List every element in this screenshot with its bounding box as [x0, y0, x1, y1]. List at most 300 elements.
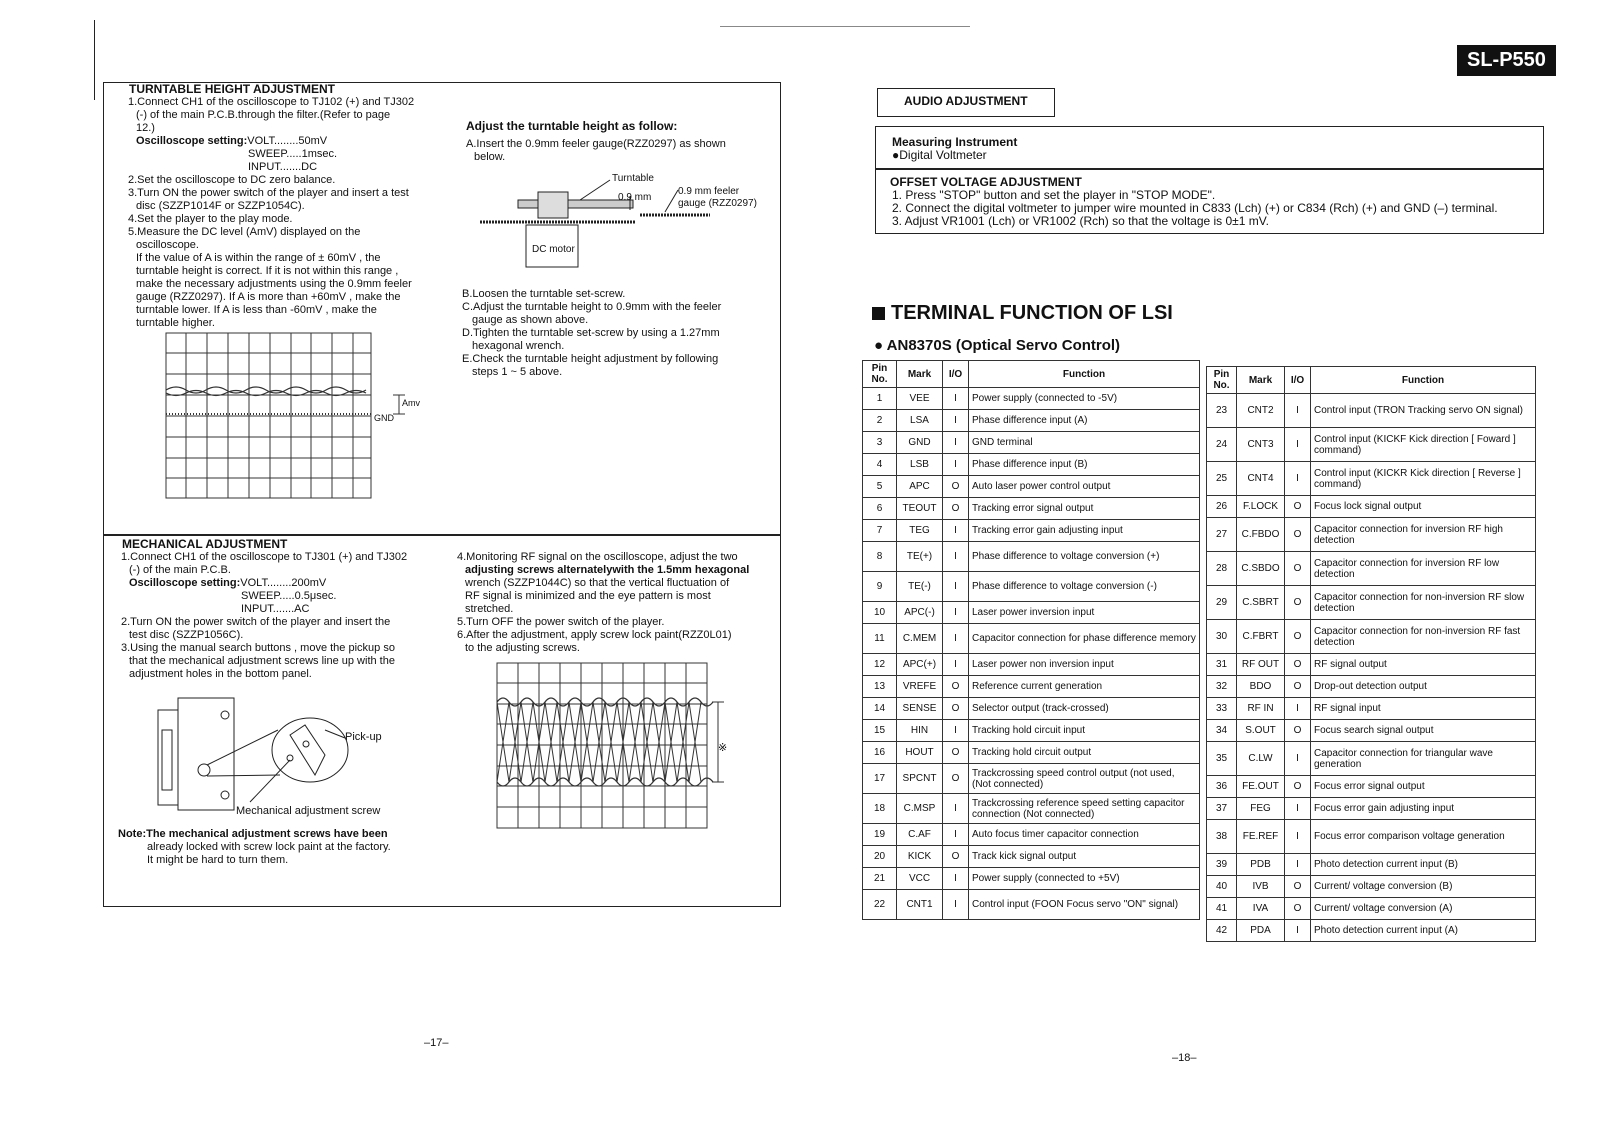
pin-cell: 23	[1207, 394, 1237, 428]
mark-cell: RF OUT	[1237, 654, 1285, 676]
function-cell: RF signal output	[1311, 654, 1536, 676]
table-row	[863, 542, 1200, 572]
tt-stepC2: gauge as shown above.	[472, 314, 589, 326]
tt-osc-volt: VOLT........50mV	[247, 135, 328, 147]
tt-step5f: gauge (RZZ0297). If A is more than +60mV , make the	[136, 291, 401, 303]
io-cell: O	[1285, 586, 1311, 620]
pin-cell: 32	[1207, 676, 1237, 698]
pin-cell: 17	[863, 764, 897, 794]
mark-cell: VREFE	[897, 676, 943, 698]
function-cell: Auto focus timer capacitor connection	[969, 824, 1200, 846]
mark-cell: TEOUT	[897, 498, 943, 520]
pin-cell: 2	[863, 410, 897, 432]
pin-cell: 38	[1207, 820, 1237, 854]
io-cell: I	[943, 410, 969, 432]
table-row	[1207, 654, 1536, 676]
io-cell: I	[1285, 428, 1311, 462]
pin-cell: 28	[1207, 552, 1237, 586]
mark-cell: CNT3	[1237, 428, 1285, 462]
mark-cell: SPCNT	[897, 764, 943, 794]
io-cell: O	[1285, 654, 1311, 676]
pin-cell: 7	[863, 520, 897, 542]
lsi-subtitle: ● AN8370S (Optical Servo Control)	[874, 337, 1121, 354]
io-cell: O	[1285, 496, 1311, 518]
header-mark: Mark	[897, 361, 943, 388]
tt-step1b: (-) of the main P.C.B.through the filter.(Refer to page	[136, 109, 391, 121]
follow-title: Adjust the turntable height as follow:	[466, 119, 678, 133]
function-cell: Tracking error gain adjusting input	[969, 520, 1200, 542]
function-cell: Current/ voltage conversion (A)	[1311, 898, 1536, 920]
diag-gauge-label-2: gauge (RZZ0297)	[678, 198, 757, 209]
io-cell: I	[1285, 394, 1311, 428]
instrument-title: Measuring Instrument	[892, 135, 1018, 149]
table-row	[863, 676, 1200, 698]
table-row	[1207, 676, 1536, 698]
mark-cell: SENSE	[897, 698, 943, 720]
pin-cell: 6	[863, 498, 897, 520]
table-row	[1207, 428, 1536, 462]
io-cell: I	[1285, 462, 1311, 496]
mechanical-steps	[121, 551, 441, 681]
function-cell: Reference current generation	[969, 676, 1200, 698]
table-row	[863, 498, 1200, 520]
pin-cell: 10	[863, 602, 897, 624]
function-cell: Capacitor connection for inversion RF high detection	[1311, 518, 1536, 552]
tt-step3: 3.Turn ON the power switch of the player and insert a test	[128, 187, 409, 199]
io-cell: I	[943, 542, 969, 572]
tt-osc-input: INPUT.......DC	[248, 161, 318, 173]
io-cell: I	[1285, 854, 1311, 876]
offset-step2: 2. Connect the digital voltmeter to jumper wire mounted in C833 (Lch) (+) or C834 (Rch) (+) and GND (–) terminal.	[892, 201, 1498, 215]
mark-cell: LSA	[897, 410, 943, 432]
tt-step3b: disc (SZZP1014F or SZZP1054C).	[136, 200, 305, 212]
table-row	[1207, 742, 1536, 776]
table-row	[863, 654, 1200, 676]
io-cell: O	[943, 676, 969, 698]
io-cell: O	[943, 698, 969, 720]
table-row	[863, 624, 1200, 654]
mark-cell: VCC	[897, 868, 943, 890]
instrument-item: ●Digital Voltmeter	[892, 148, 987, 162]
mark-cell: GND	[897, 432, 943, 454]
io-cell: O	[943, 764, 969, 794]
function-cell: Track kick signal output	[969, 846, 1200, 868]
pin-cell: 26	[1207, 496, 1237, 518]
function-cell: Laser power non inversion input	[969, 654, 1200, 676]
pin-cell: 15	[863, 720, 897, 742]
mark-cell: HIN	[897, 720, 943, 742]
pin-cell: 19	[863, 824, 897, 846]
function-cell: Focus error gain adjusting input	[1311, 798, 1536, 820]
header-mark: Mark	[1237, 367, 1285, 394]
io-cell: O	[1285, 676, 1311, 698]
diag-gauge-label-1: 0.9 mm feeler	[678, 186, 740, 197]
pin-cell: 4	[863, 454, 897, 476]
function-cell: Phase difference to voltage conversion (+)	[969, 542, 1200, 572]
function-cell: Photo detection current input (A)	[1311, 920, 1536, 942]
section-square-icon	[872, 307, 885, 320]
tt-step5e: make the necessary adjustments using the 0.9mm feeler	[136, 278, 412, 290]
diag-gap-label: 0.9 mm	[618, 192, 652, 203]
function-cell: Auto laser power control output	[969, 476, 1200, 498]
function-cell: Selector output (track-crossed)	[969, 698, 1200, 720]
pin-cell: 9	[863, 572, 897, 602]
mech-step4e: stretched.	[465, 603, 514, 615]
mech-step3: 3.Using the manual search buttons , move the pickup so	[121, 642, 395, 654]
io-cell: O	[943, 742, 969, 764]
pin-cell: 13	[863, 676, 897, 698]
pin-cell: 36	[1207, 776, 1237, 798]
mark-cell: CNT2	[1237, 394, 1285, 428]
model-badge: SL-P550	[1457, 45, 1556, 76]
pin-cell: 1	[863, 388, 897, 410]
io-cell: I	[1285, 820, 1311, 854]
io-cell: I	[943, 520, 969, 542]
mech-step4b: adjusting screws alternatelywith the 1.5mm hexagonal	[465, 564, 750, 576]
mech-step3c: adjustment holes in the bottom panel.	[129, 668, 312, 680]
mark-cell: APC	[897, 476, 943, 498]
mech-osc-label: Oscilloscope setting:	[129, 577, 241, 589]
page-number-left: –17–	[424, 1037, 449, 1049]
lsi-right-header-row	[1207, 367, 1536, 394]
page-number-right: –18–	[1172, 1052, 1197, 1064]
mark-cell: IVB	[1237, 876, 1285, 898]
mech-step6b: to the adjusting screws.	[465, 642, 580, 654]
lsi-table-right	[1206, 366, 1536, 942]
function-cell: Power supply (connected to -5V)	[969, 388, 1200, 410]
table-row	[1207, 820, 1536, 854]
mark-cell: VEE	[897, 388, 943, 410]
io-cell: O	[1285, 518, 1311, 552]
io-cell: O	[943, 476, 969, 498]
table-row	[863, 720, 1200, 742]
follow-steps-a	[466, 138, 776, 164]
mark-cell: HOUT	[897, 742, 943, 764]
function-cell: Trackcrossing reference speed setting capacitor connection (Not connected)	[969, 794, 1200, 824]
mark-cell: S.OUT	[1237, 720, 1285, 742]
mark-cell: C.LW	[1237, 742, 1285, 776]
header-io: I/O	[943, 361, 969, 388]
function-cell: Capacitor connection for non-inversion RF slow detection	[1311, 586, 1536, 620]
table-row	[1207, 776, 1536, 798]
table-row	[863, 698, 1200, 720]
tt-stepC: C.Adjust the turntable height to 0.9mm with the feeler	[462, 301, 722, 313]
mech-osc-input: INPUT.......AC	[241, 603, 310, 615]
io-cell: I	[943, 868, 969, 890]
tt-step1c: 12.)	[136, 122, 155, 134]
mark-cell: FEG	[1237, 798, 1285, 820]
io-cell: I	[1285, 742, 1311, 776]
io-cell: I	[943, 890, 969, 920]
pin-cell: 40	[1207, 876, 1237, 898]
mark-cell: RF IN	[1237, 698, 1285, 720]
mech-step1b: (-) of the main P.C.B.	[129, 564, 231, 576]
function-cell: Control input (KICKR Kick direction [ Reverse ] command)	[1311, 462, 1536, 496]
lsi-title	[872, 302, 1173, 324]
tt-step5h: turntable higher.	[136, 317, 215, 329]
eye-pattern-mark: ※	[718, 742, 728, 754]
mark-cell: APC(+)	[897, 654, 943, 676]
function-cell: Phase difference input (A)	[969, 410, 1200, 432]
io-cell: I	[1285, 698, 1311, 720]
pin-cell: 20	[863, 846, 897, 868]
note-line3: It might be hard to turn them.	[147, 854, 289, 866]
scope-gnd-label: GND	[374, 413, 394, 423]
offset-title: OFFSET VOLTAGE ADJUSTMENT	[890, 175, 1082, 189]
pin-cell: 12	[863, 654, 897, 676]
mark-cell: TEG	[897, 520, 943, 542]
function-cell: Capacitor connection for non-inversion RF fast detection	[1311, 620, 1536, 654]
table-row	[863, 602, 1200, 624]
pin-cell: 42	[1207, 920, 1237, 942]
tt-osc-sweep: SWEEP.....1msec.	[248, 148, 338, 160]
io-cell: O	[1285, 720, 1311, 742]
table-row	[863, 846, 1200, 868]
function-cell: Laser power inversion input	[969, 602, 1200, 624]
io-cell: I	[1285, 798, 1311, 820]
function-cell: Power supply (connected to +5V)	[969, 868, 1200, 890]
function-cell: Control input (FOON Focus servo "ON" signal)	[969, 890, 1200, 920]
table-row	[863, 890, 1200, 920]
function-cell: Control input (TRON Tracking servo ON signal)	[1311, 394, 1536, 428]
function-cell: Capacitor connection for triangular wave generation	[1311, 742, 1536, 776]
function-cell: Focus error signal output	[1311, 776, 1536, 798]
table-row	[1207, 854, 1536, 876]
follow-steps-b	[462, 288, 776, 379]
pin-cell: 31	[1207, 654, 1237, 676]
header-pin: Pin No.	[863, 361, 897, 388]
pin-cell: 35	[1207, 742, 1237, 776]
table-row	[1207, 698, 1536, 720]
mark-cell: C.MEM	[897, 624, 943, 654]
table-row	[1207, 720, 1536, 742]
io-cell: I	[943, 624, 969, 654]
mark-cell: LSB	[897, 454, 943, 476]
table-row	[863, 742, 1200, 764]
table-row	[1207, 898, 1536, 920]
tt-step1: 1.Connect CH1 of the oscilloscope to TJ102 (+) and TJ302	[128, 96, 415, 108]
table-row	[1207, 876, 1536, 898]
tt-stepD2: hexagonal wrench.	[472, 340, 565, 352]
table-row	[863, 388, 1200, 410]
mech-step4c: wrench (SZZP1044C) so that the vertical fluctuation of	[465, 577, 730, 589]
table-row	[1207, 552, 1536, 586]
function-cell: Drop-out detection output	[1311, 676, 1536, 698]
mark-cell: C.FBRT	[1237, 620, 1285, 654]
tt-osc-label: Oscilloscope setting:	[136, 135, 248, 147]
function-cell: Trackcrossing speed control output (not used, (Not connected)	[969, 764, 1200, 794]
function-cell: Tracking hold circuit input	[969, 720, 1200, 742]
function-cell: Capacitor connection for phase difference memory	[969, 624, 1200, 654]
lsi-title-text: TERMINAL FUNCTION OF LSI	[891, 302, 1173, 324]
pin-cell: 39	[1207, 854, 1237, 876]
mark-cell: TE(+)	[897, 542, 943, 572]
mech-step2b: test disc (SZZP1056C).	[129, 629, 244, 641]
pin-cell: 16	[863, 742, 897, 764]
io-cell: I	[1285, 920, 1311, 942]
mark-cell: PDB	[1237, 854, 1285, 876]
mech-step5: 5.Turn OFF the power switch of the player.	[457, 616, 665, 628]
function-cell: Phase difference input (B)	[969, 454, 1200, 476]
tt-stepD: D.Tighten the turntable set-screw by using a 1.27mm	[462, 327, 720, 339]
io-cell: I	[943, 794, 969, 824]
pin-cell: 5	[863, 476, 897, 498]
header-pin: Pin No.	[1207, 367, 1237, 394]
tt-step5b: oscilloscope.	[136, 239, 199, 251]
table-row	[1207, 586, 1536, 620]
table-row	[863, 432, 1200, 454]
mech-step3b: that the mechanical adjustment screws line up with the	[129, 655, 395, 667]
mark-cell: APC(-)	[897, 602, 943, 624]
tt-stepB: B.Loosen the turntable set-screw.	[462, 288, 626, 300]
table-row	[1207, 798, 1536, 820]
function-cell: Focus search signal output	[1311, 720, 1536, 742]
pin-cell: 21	[863, 868, 897, 890]
eye-pattern-oscilloscope	[496, 662, 736, 832]
mark-cell: F.LOCK	[1237, 496, 1285, 518]
tt-step5: 5.Measure the DC level (AmV) displayed on the	[128, 226, 361, 238]
mech-step2: 2.Turn ON the power switch of the player and insert the	[121, 616, 391, 628]
table-row	[1207, 394, 1536, 428]
pin-cell: 3	[863, 432, 897, 454]
table-row	[863, 476, 1200, 498]
table-row	[863, 410, 1200, 432]
tt-stepA2: below.	[474, 151, 506, 163]
mark-cell: TE(-)	[897, 572, 943, 602]
diag-motor-label: DC motor	[532, 244, 575, 255]
pin-cell: 11	[863, 624, 897, 654]
tt-step5g: turntable lower. If A is less than -60mV , make the	[136, 304, 377, 316]
table-row	[1207, 462, 1536, 496]
pickup-diagram	[150, 690, 390, 820]
mark-cell: FE.OUT	[1237, 776, 1285, 798]
io-cell: I	[943, 454, 969, 476]
mark-cell: BDO	[1237, 676, 1285, 698]
screw-label: Mechanical adjustment screw	[236, 805, 381, 817]
io-cell: O	[943, 846, 969, 868]
mark-cell: CNT1	[897, 890, 943, 920]
pin-cell: 30	[1207, 620, 1237, 654]
io-cell: O	[1285, 876, 1311, 898]
offset-step1: 1. Press "STOP" button and set the player in "STOP MODE".	[892, 188, 1216, 202]
mechanical-title: MECHANICAL ADJUSTMENT	[122, 537, 288, 551]
function-cell: Phase difference to voltage conversion (-)	[969, 572, 1200, 602]
io-cell: O	[1285, 898, 1311, 920]
io-cell: I	[943, 388, 969, 410]
table-row	[1207, 920, 1536, 942]
pin-cell: 41	[1207, 898, 1237, 920]
offset-step3: 3. Adjust VR1001 (Lch) or VR1002 (Rch) so that the voltage is 0±1 mV.	[892, 214, 1270, 228]
function-cell: Tracking error signal output	[969, 498, 1200, 520]
mark-cell: CNT4	[1237, 462, 1285, 496]
mech-step6: 6.After the adjustment, apply screw lock paint(RZZ0L01)	[457, 629, 732, 641]
mech-step4: 4.Monitoring RF signal on the oscilloscope, adjust the two	[457, 551, 738, 563]
table-row	[1207, 518, 1536, 552]
mech-step1: 1.Connect CH1 of the oscilloscope to TJ301 (+) and TJ302	[121, 551, 408, 563]
section-divider	[103, 534, 781, 536]
tt-stepE: E.Check the turntable height adjustment by following	[462, 353, 719, 365]
pin-cell: 25	[1207, 462, 1237, 496]
mark-cell: PDA	[1237, 920, 1285, 942]
table-row	[863, 572, 1200, 602]
scope-amv-label: Amv	[402, 398, 420, 408]
pin-cell: 24	[1207, 428, 1237, 462]
io-cell: O	[1285, 552, 1311, 586]
pin-cell: 8	[863, 542, 897, 572]
function-cell: Focus error comparison voltage generation	[1311, 820, 1536, 854]
table-row	[863, 520, 1200, 542]
function-cell: Current/ voltage conversion (B)	[1311, 876, 1536, 898]
function-cell: Photo detection current input (B)	[1311, 854, 1536, 876]
left-page-margin-line	[94, 20, 95, 100]
pickup-label: Pick-up	[345, 731, 382, 743]
mech-osc-sweep: SWEEP.....0.5μsec.	[241, 590, 337, 602]
mark-cell: C.AF	[897, 824, 943, 846]
pin-cell: 22	[863, 890, 897, 920]
table-row	[1207, 496, 1536, 518]
tt-stepE2: steps 1 ~ 5 above.	[472, 366, 563, 378]
turntable-steps	[128, 96, 440, 330]
pin-cell: 34	[1207, 720, 1237, 742]
mark-cell: C.SBRT	[1237, 586, 1285, 620]
pin-cell: 18	[863, 794, 897, 824]
table-row	[863, 794, 1200, 824]
lsi-table-left	[862, 360, 1200, 920]
io-cell: O	[943, 498, 969, 520]
mark-cell: C.MSP	[897, 794, 943, 824]
table-row	[1207, 620, 1536, 654]
pin-cell: 33	[1207, 698, 1237, 720]
lsi-left-header-row	[863, 361, 1200, 388]
audio-title: AUDIO ADJUSTMENT	[904, 94, 1028, 108]
io-cell: O	[1285, 620, 1311, 654]
diag-turntable-label: Turntable	[612, 173, 654, 184]
mechanical-note	[118, 828, 438, 867]
tt-step5c: If the value of A is within the range of ± 60mV , the	[136, 252, 381, 264]
io-cell: I	[943, 432, 969, 454]
io-cell: I	[943, 602, 969, 624]
table-row	[863, 824, 1200, 846]
mark-cell: KICK	[897, 846, 943, 868]
table-row	[863, 764, 1200, 794]
pin-cell: 37	[1207, 798, 1237, 820]
note-line2: already locked with screw lock paint at the factory.	[147, 841, 391, 853]
audio-box-divider	[875, 168, 1544, 170]
function-cell: Focus lock signal output	[1311, 496, 1536, 518]
function-cell: Tracking hold circuit output	[969, 742, 1200, 764]
mark-cell: C.FBDO	[1237, 518, 1285, 552]
tt-step4: 4.Set the player to the play mode.	[128, 213, 293, 225]
header-function: Function	[1311, 367, 1536, 394]
tt-step5d: turntable height is correct. If it is not within this range ,	[136, 265, 399, 277]
io-cell: I	[943, 720, 969, 742]
header-io: I/O	[1285, 367, 1311, 394]
io-cell: I	[943, 654, 969, 676]
note-line1: Note:The mechanical adjustment screws have been	[118, 828, 388, 840]
io-cell: O	[1285, 776, 1311, 798]
tt-stepA: A.Insert the 0.9mm feeler gauge(RZZ0297) as shown	[466, 138, 726, 150]
mechanical-steps-right	[457, 551, 775, 655]
function-cell: Control input (KICKF Kick direction [ Foward ] command)	[1311, 428, 1536, 462]
mech-osc-volt: VOLT........200mV	[240, 577, 327, 589]
io-cell: I	[943, 824, 969, 846]
pin-cell: 29	[1207, 586, 1237, 620]
top-rule	[720, 26, 970, 27]
table-row	[863, 454, 1200, 476]
tt-step2: 2.Set the oscilloscope to DC zero balance.	[128, 174, 336, 186]
turntable-title: TURNTABLE HEIGHT ADJUSTMENT	[129, 82, 335, 96]
mark-cell: FE.REF	[1237, 820, 1285, 854]
